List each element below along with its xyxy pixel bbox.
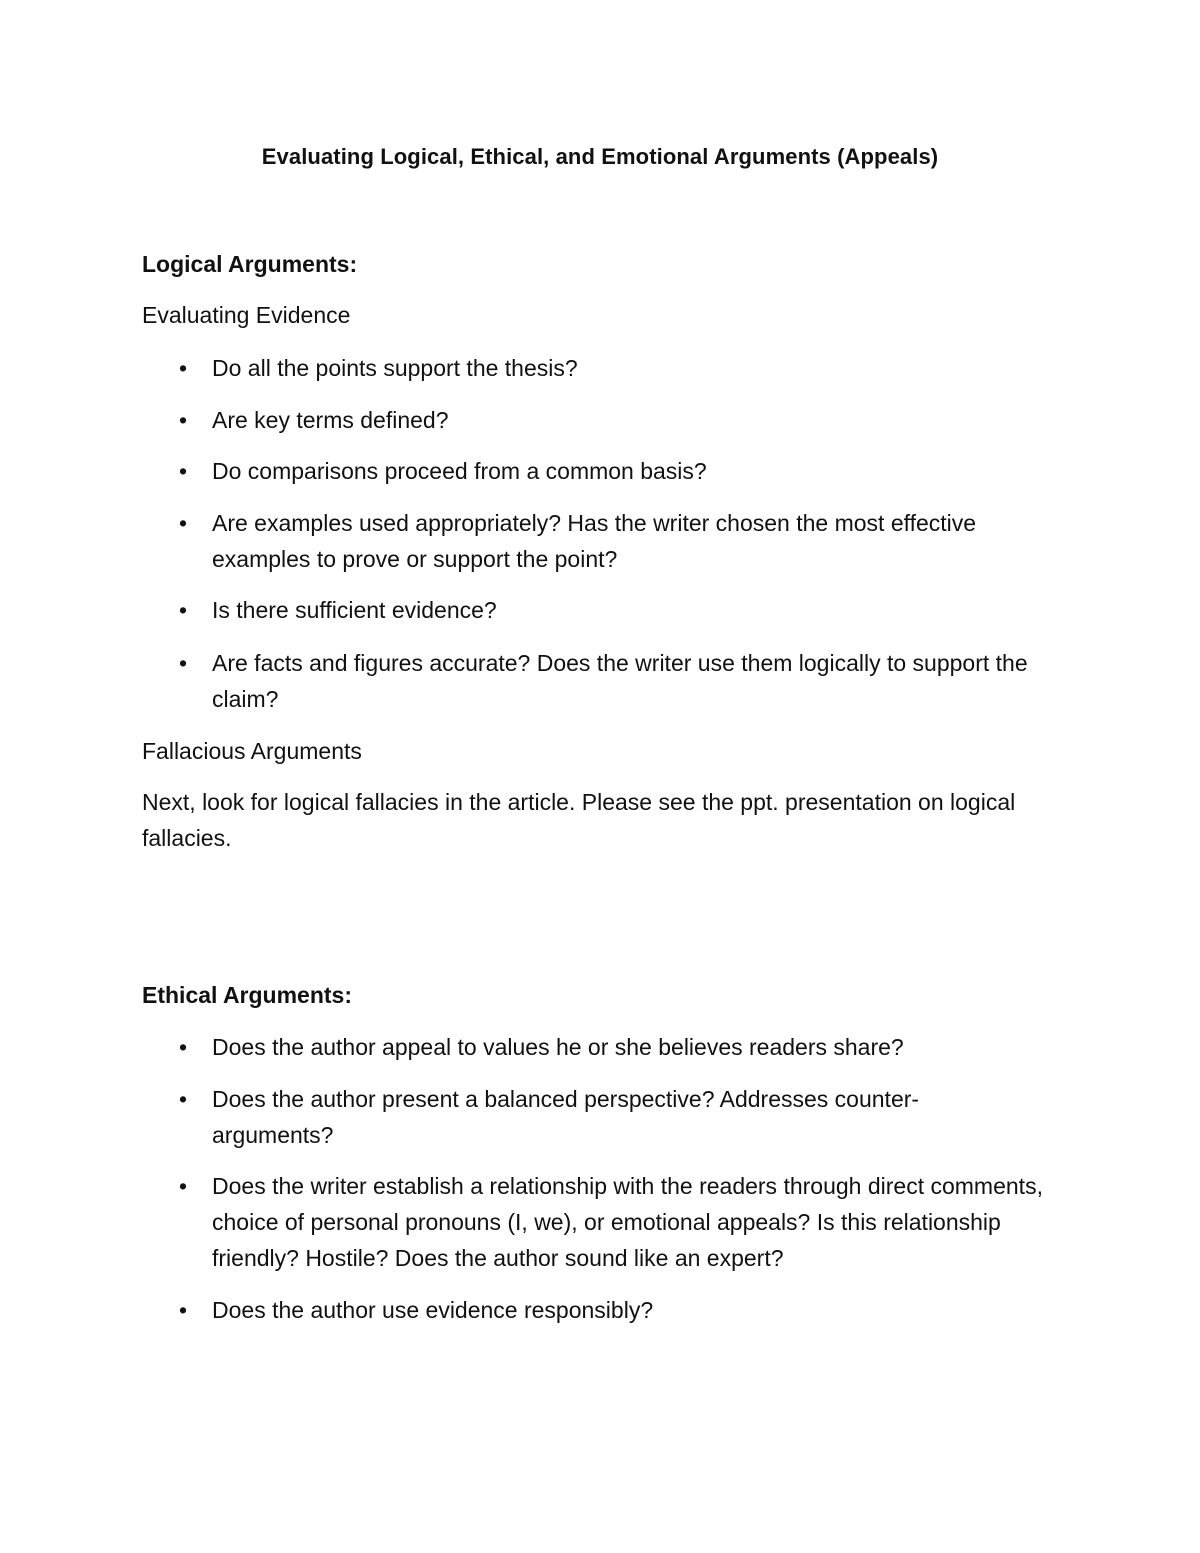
bullet-icon: • — [178, 510, 188, 536]
list-item-text: Is there sufficient evidence? — [212, 597, 497, 623]
fallacious-arguments-paragraph: Next, look for logical fallacies in the article. Please see the ppt. presentation on logical fallacies. — [142, 789, 1016, 851]
list-item — [142, 1081, 1062, 1153]
ethical-arguments-heading: Ethical Arguments: — [142, 982, 353, 1008]
list-item — [142, 645, 1062, 717]
bullet-icon: • — [178, 1034, 188, 1060]
bullet-icon: • — [178, 597, 188, 623]
list-item-text: Does the author appeal to values he or she believes readers share? — [212, 1034, 904, 1060]
bullet-icon: • — [178, 650, 188, 676]
list-item — [142, 1292, 1062, 1328]
list-item — [142, 505, 1062, 577]
bullet-icon: • — [178, 1086, 188, 1112]
list-item — [142, 350, 1062, 386]
logical-arguments-heading: Logical Arguments: — [142, 251, 358, 277]
list-item-text: Does the writer establish a relationship with the readers through direct comments, choice of personal pronouns (I, we), or emotional appeals? Is this relationship friendly? Hostile? Does the author sound like an expert? — [212, 1173, 1043, 1271]
bullet-icon: • — [178, 1297, 188, 1323]
bullet-icon: • — [178, 1173, 188, 1199]
bullet-icon: • — [178, 458, 188, 484]
list-item — [142, 453, 1062, 489]
list-item — [142, 1168, 1062, 1276]
list-item-text: Does the author use evidence responsibly? — [212, 1297, 654, 1323]
list-item-text: Do comparisons proceed from a common basis? — [212, 458, 707, 484]
list-item — [142, 402, 1062, 438]
fallacious-arguments-subheading: Fallacious Arguments — [142, 738, 362, 764]
evaluating-evidence-subheading: Evaluating Evidence — [142, 302, 351, 328]
list-item-text: Are facts and figures accurate? Does the writer use them logically to support the claim? — [212, 650, 1028, 712]
list-item-text: Are examples used appropriately? Has the writer chosen the most effective examples to prove or support the point? — [212, 510, 977, 572]
list-item — [142, 1029, 1062, 1065]
list-item-text: Are key terms defined? — [212, 407, 449, 433]
list-item-text: Do all the points support the thesis? — [212, 355, 578, 381]
list-item — [142, 592, 1062, 628]
bullet-icon: • — [178, 407, 188, 433]
bullet-icon: • — [178, 355, 188, 381]
document-title: Evaluating Logical, Ethical, and Emotional Arguments (Appeals) — [261, 144, 939, 169]
list-item-text: Does the author present a balanced perspective? Addresses counter-arguments? — [212, 1086, 920, 1148]
